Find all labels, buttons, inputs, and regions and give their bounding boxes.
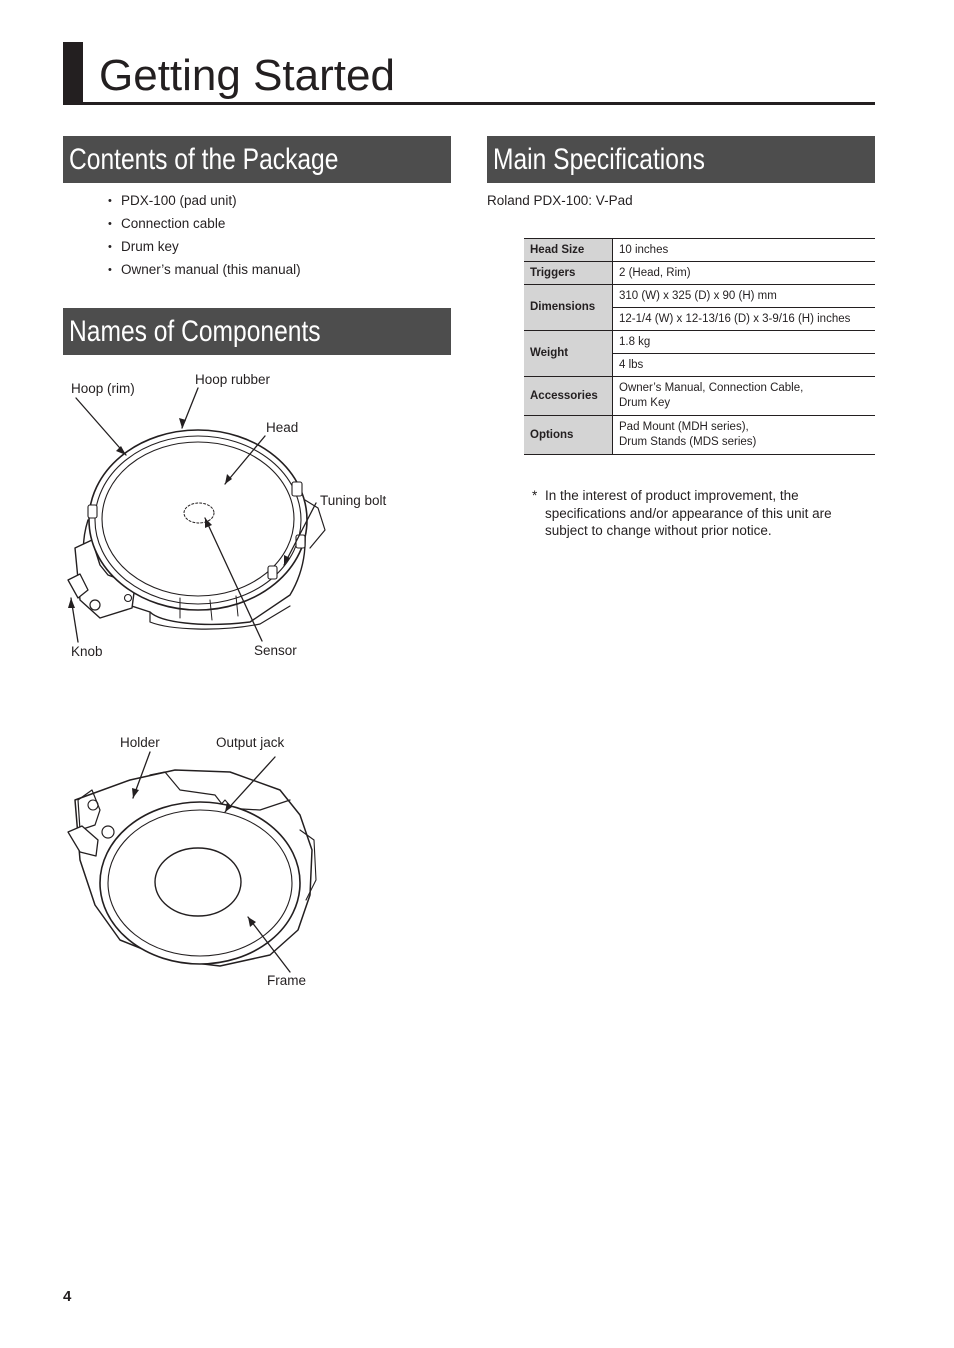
list-item: • Drum key xyxy=(108,238,301,261)
label-head: Head xyxy=(266,420,299,435)
pad-bottom-view-drawing xyxy=(68,770,316,966)
spec-value: 4 lbs xyxy=(613,354,876,377)
label-sensor: Sensor xyxy=(254,643,297,658)
spec-value-line: Pad Mount (MDH series), xyxy=(619,421,749,433)
label-hoop-rim: Hoop (rim) xyxy=(71,381,135,396)
spec-value: 310 (W) x 325 (D) x 90 (H) mm xyxy=(613,285,876,308)
page-title: Getting Started xyxy=(99,51,395,100)
spec-intro: Roland PDX-100: V-Pad xyxy=(487,193,633,208)
spec-value-line: Drum Stands (MDS series) xyxy=(619,436,757,448)
spec-value: 1.8 kg xyxy=(613,331,876,354)
specs-heading-text: Main Specifications xyxy=(493,143,705,176)
spec-key: Options xyxy=(524,416,613,455)
spec-value-line: Drum Key xyxy=(619,397,671,409)
spec-key: Triggers xyxy=(524,262,613,285)
label-frame: Frame xyxy=(267,973,307,988)
note-text: In the interest of product improvement, the specifications and/or appearance of this unit are subject to change without prior notice. xyxy=(545,488,832,538)
spec-value: 10 inches xyxy=(613,239,876,262)
list-item: • PDX-100 (pad unit) xyxy=(108,192,301,215)
label-hoop-rubber: Hoop rubber xyxy=(195,372,271,387)
label-tuning-bolt: Tuning bolt xyxy=(320,493,387,508)
contents-heading-text: Contents of the Package xyxy=(69,143,339,176)
list-item: • Connection cable xyxy=(108,215,301,238)
spec-key: Weight xyxy=(524,331,613,377)
components-heading-text: Names of Components xyxy=(69,315,321,348)
label-knob: Knob xyxy=(71,644,103,659)
label-output-jack: Output jack xyxy=(216,735,285,750)
spec-value-line: Owner’s Manual, Connection Cable, xyxy=(619,382,804,394)
spec-key: Head Size xyxy=(524,239,613,262)
label-holder: Holder xyxy=(120,735,160,750)
spec-key: Dimensions xyxy=(524,285,613,331)
spec-value: 2 (Head, Rim) xyxy=(613,262,876,285)
spec-key: Accessories xyxy=(524,377,613,416)
note-asterisk: * xyxy=(532,488,538,503)
list-item: • Owner’s manual (this manual) xyxy=(108,261,301,284)
spec-value: 12-1/4 (W) x 12-13/16 (D) x 3-9/16 (H) inches xyxy=(613,308,876,331)
pad-top-view-drawing xyxy=(68,430,325,629)
page-number: 4 xyxy=(63,1288,72,1305)
